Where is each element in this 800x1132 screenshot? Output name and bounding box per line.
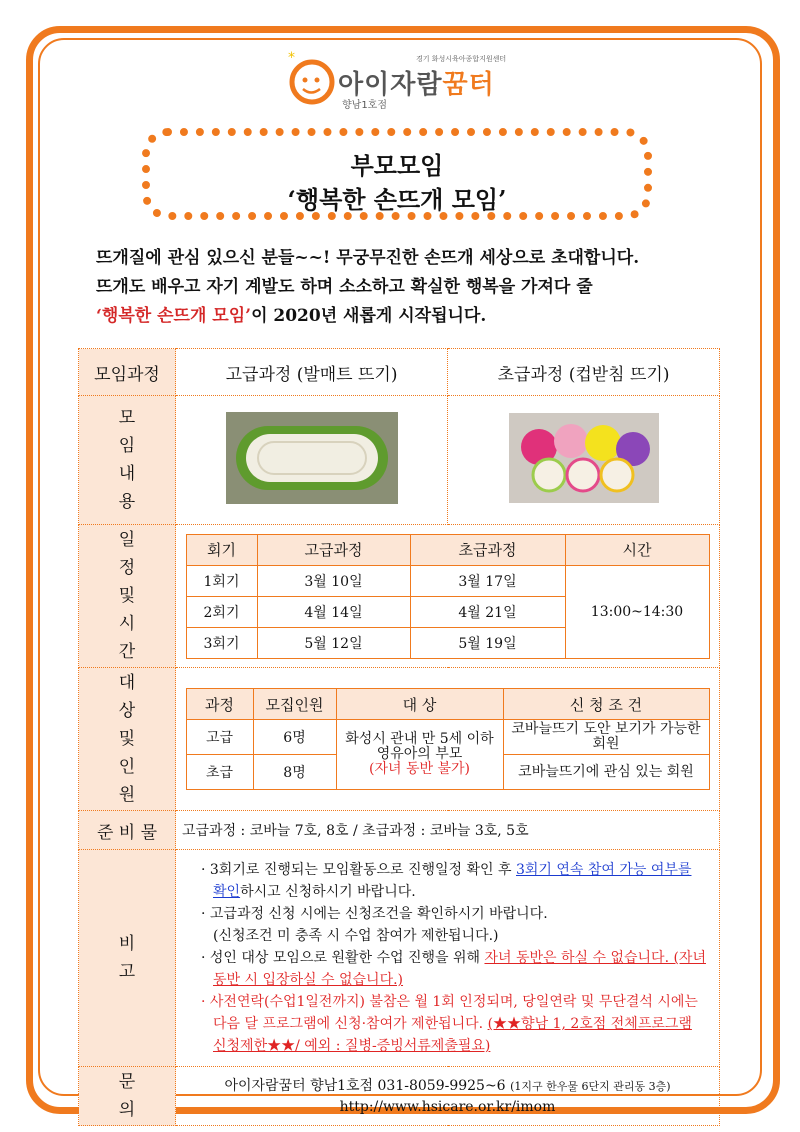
label-target: 대 상 및 인 원 [79,668,176,811]
schedule-header: 회기 [186,534,257,565]
notes-cell [176,850,720,1067]
target-header: 과정 [186,689,253,720]
list-item: · 3회기로 진행되는 모임활동으로 진행일정 확인 후 3회기 연속 참여 가능 여부를 확인하시고 신청하시기 바랍니다. [201,862,692,900]
label-schedule: 일 정 및 시 간 [79,525,176,668]
child-face-icon [286,50,338,108]
schedule-header: 시간 [565,534,709,565]
intro-line-3: ‘행복한 손뜨개 모임’이 2020년 새롭게 시작됩니다. [96,306,487,326]
list-item: · 고급과정 신청 시에는 신청조건을 확인하시기 바랍니다. (신청조건 미 충족 시 수업 참여가 제한됩니다.) [201,906,548,944]
target-cell [176,668,720,811]
contact-phone: 아이자람꿈터 향남1호점 031-8059-9925~6 [224,1077,506,1094]
table-row: 고급 6명 화성시 관내 만 5세 이하 영유아의 부모 (자녀 동반 불가) 코바늘뜨기 도안 보기가 가능한 회원 [186,720,709,755]
course-beginner: 초급과정 (컵받침 뜨기) [448,349,720,396]
list-item: · 성인 대상 모임으로 원활한 수업 진행을 위해 자녀 동반은 하실 수 없습니다. (자녀 동반 시 입장하실 수 없습니다.) [201,950,706,988]
crochet-coasters-image [509,413,659,503]
schedule-time: 13:00~14:30 [565,565,709,658]
intro-line-2: 뜨개도 배우고 자기 계발도 하며 소소하고 확실한 행복을 가져다 줄 [96,277,593,297]
notes-list [177,851,718,1065]
target-desc: 화성시 관내 만 5세 이하 영유아의 부모 (자녀 동반 불가) [336,720,503,790]
label-content: 모 임 내 용 [79,396,176,525]
svg-text:*: * [288,50,295,66]
schedule-table [186,534,710,659]
schedule-header: 초급과정 [410,534,565,565]
list-item: · 사전연락(수업1일전까지) 불참은 월 1회 인정되며, 당일연락 및 무단결석 시에는 다음 달 프로그램에 신청·참여가 제한됩니다. (★★향남 1, 2호점 전체프로그램 신청제한★★/ 예외 : 질병-증빙서류제출필요) [201,994,698,1054]
logo-org: 경기 화성시육아종합지원센터 [416,55,507,63]
schedule-header: 고급과정 [257,534,410,565]
info-table [78,348,720,1126]
contact-url: http://www.hsicare.or.kr/imom [339,1098,556,1115]
intro-text [96,244,639,331]
table-row: 3회기 5월 12일 5월 19일 [186,627,709,658]
contact-cell [176,1067,720,1126]
table-row: 1회기 3월 10일 3월 17일 13:00~14:30 [186,565,709,596]
target-table [186,688,710,790]
crochet-bathmat-image [226,412,398,504]
title-line-2: ‘행복한 손뜨개 모임’ [287,185,507,214]
intro-highlight: ‘행복한 손뜨개 모임’ [96,306,252,326]
intro-line-1: 뜨개질에 관심 있으신 분들~~! 무궁무진한 손뜨개 세상으로 초대합니다. [96,248,640,268]
title-line-1: 부모모임 [350,151,444,180]
target-header: 신 청 조 건 [503,689,709,720]
logo-branch: 향남1호점 [342,100,388,111]
title-box [142,128,652,220]
table-row: 초급 8명 코바늘뜨기에 관심 있는 회원 [186,755,709,790]
prep-value: 고급과정 : 코바늘 7호, 8호 / 초급과정 : 코바늘 3호, 5호 [176,811,720,850]
contact-address: (1지구 한우물 6단지 관리동 3층) [510,1079,671,1093]
target-header: 모집인원 [253,689,336,720]
label-notes: 비 고 [79,850,176,1067]
photo-bathmat [176,396,448,525]
label-prep: 준 비 물 [79,811,176,850]
label-course: 모임과정 [79,349,176,396]
photo-coasters [448,396,720,525]
schedule-cell [176,525,720,668]
course-advanced: 고급과정 (발매트 뜨기) [176,349,448,396]
logo-name: 아이자람꿈터 [338,70,495,100]
table-row: 2회기 4월 14일 4월 21일 [186,596,709,627]
label-contact: 문 의 [79,1067,176,1126]
target-header: 대 상 [336,689,503,720]
logo [286,50,526,112]
